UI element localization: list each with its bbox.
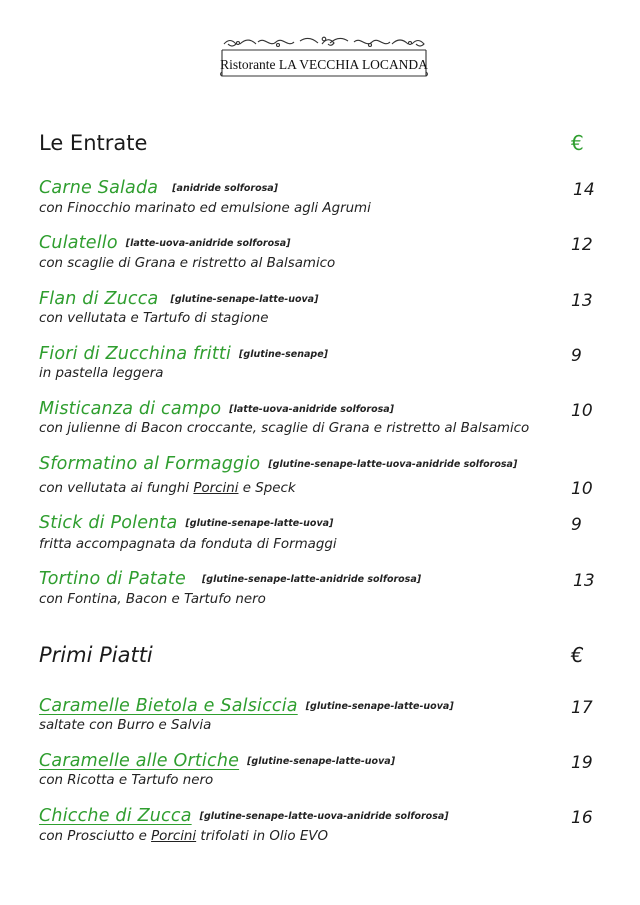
allergen-list: [glutine-senape-latte-uova] — [185, 518, 334, 529]
allergen-list: [anidride solforosa] — [172, 183, 278, 194]
dish-description: con Fontina, Bacon e Tartufo nero — [39, 592, 266, 607]
dish-name: Fiori di Zucchina fritti — [39, 344, 232, 364]
dish-name: Stick di Polenta — [39, 513, 178, 533]
dish-name-link[interactable]: Caramelle alle Ortiche — [39, 751, 240, 771]
dish-description: con vellutata e Tartufo di stagione — [39, 311, 269, 326]
allergen-list: [glutine-senape-latte-uova] — [305, 701, 454, 712]
allergen-list: [glutine-senape-latte-uova-anidride solforosa] — [199, 811, 449, 822]
dish-name-link[interactable]: Caramelle Bietola e Salsiccia — [39, 696, 298, 716]
dish-description — [39, 481, 296, 496]
dish-price: 17 — [571, 698, 593, 718]
dish-description: con Finocchio marinato ed emulsione agli Agrumi — [39, 201, 371, 216]
currency-symbol: € — [571, 131, 584, 155]
restaurant-name: Ristorante LA VECCHIA LOCANDA — [220, 57, 428, 72]
dish-description: con scaglie di Grana e ristretto al Balsamico — [39, 256, 336, 271]
allergen-list: [latte-uova-anidride solforosa] — [229, 404, 395, 415]
dish-name: Culatello — [39, 233, 118, 253]
dish-price: 9 — [571, 346, 582, 366]
dish-price: 10 — [571, 479, 593, 499]
dish-name-link[interactable]: Chicche di Zucca — [39, 806, 192, 826]
dish-title-row — [39, 346, 328, 364]
dish-name: Sformatino al Formaggio — [39, 454, 261, 474]
dish-title-row — [39, 753, 395, 771]
allergen-list: [glutine-senape-latte-uova-anidride solforosa] — [268, 459, 518, 470]
restaurant-logo — [218, 36, 430, 80]
allergen-list: [glutine-senape-latte-anidride solforosa] — [201, 574, 422, 585]
dish-price: 16 — [571, 808, 593, 828]
description-text: con Prosciutto e — [39, 829, 152, 844]
allergen-list: [glutine-senape-latte-uova] — [170, 294, 319, 305]
currency-symbol: € — [571, 643, 584, 667]
dish-title-row — [39, 515, 333, 533]
dish-name: Tortino di Patate — [39, 569, 186, 589]
dish-price: 9 — [571, 515, 582, 535]
porcini-link[interactable]: Porcini — [193, 481, 239, 496]
dish-description: con Ricotta e Tartufo nero — [39, 773, 214, 788]
description-text: trifolati in Olio EVO — [196, 829, 328, 844]
dish-name: Flan di Zucca — [39, 289, 159, 309]
dish-description: saltate con Burro e Salvia — [39, 718, 212, 733]
dish-price: 10 — [571, 401, 593, 421]
allergen-list: [glutine-senape] — [239, 349, 329, 360]
dish-description — [39, 829, 328, 844]
dish-name: Carne Salada — [39, 178, 159, 198]
dish-title-row — [39, 698, 454, 716]
dish-name: Misticanza di campo — [39, 399, 222, 419]
dish-title-row — [39, 571, 421, 589]
allergen-list: [glutine-senape-latte-uova] — [247, 756, 396, 767]
dish-price: 19 — [571, 753, 593, 773]
section-title-primi: Primi Piatti — [39, 643, 153, 667]
dish-title-row — [39, 401, 394, 419]
allergen-list: [latte-uova-anidride solforosa] — [125, 238, 291, 249]
dish-description: in pastella leggera — [39, 366, 164, 381]
dish-description: fritta accompagnata da fonduta di Formaggi — [39, 537, 337, 552]
dish-title-row — [39, 235, 291, 253]
dish-title-row — [39, 456, 517, 474]
dish-title-row — [39, 291, 318, 309]
dish-title-row — [39, 180, 278, 198]
description-text: e Speck — [238, 481, 296, 496]
dish-price: 12 — [571, 235, 593, 255]
dish-price: 13 — [571, 291, 593, 311]
porcini-link[interactable]: Porcini — [151, 829, 197, 844]
dish-price: 14 — [573, 180, 595, 200]
dish-title-row — [39, 808, 449, 826]
dish-description: con julienne di Bacon croccante, scaglie di Grana e ristretto al Balsamico — [39, 421, 530, 436]
dish-price: 13 — [573, 571, 595, 591]
description-text: con vellutata ai funghi — [39, 481, 194, 496]
section-title-entrate: Le Entrate — [39, 131, 148, 155]
